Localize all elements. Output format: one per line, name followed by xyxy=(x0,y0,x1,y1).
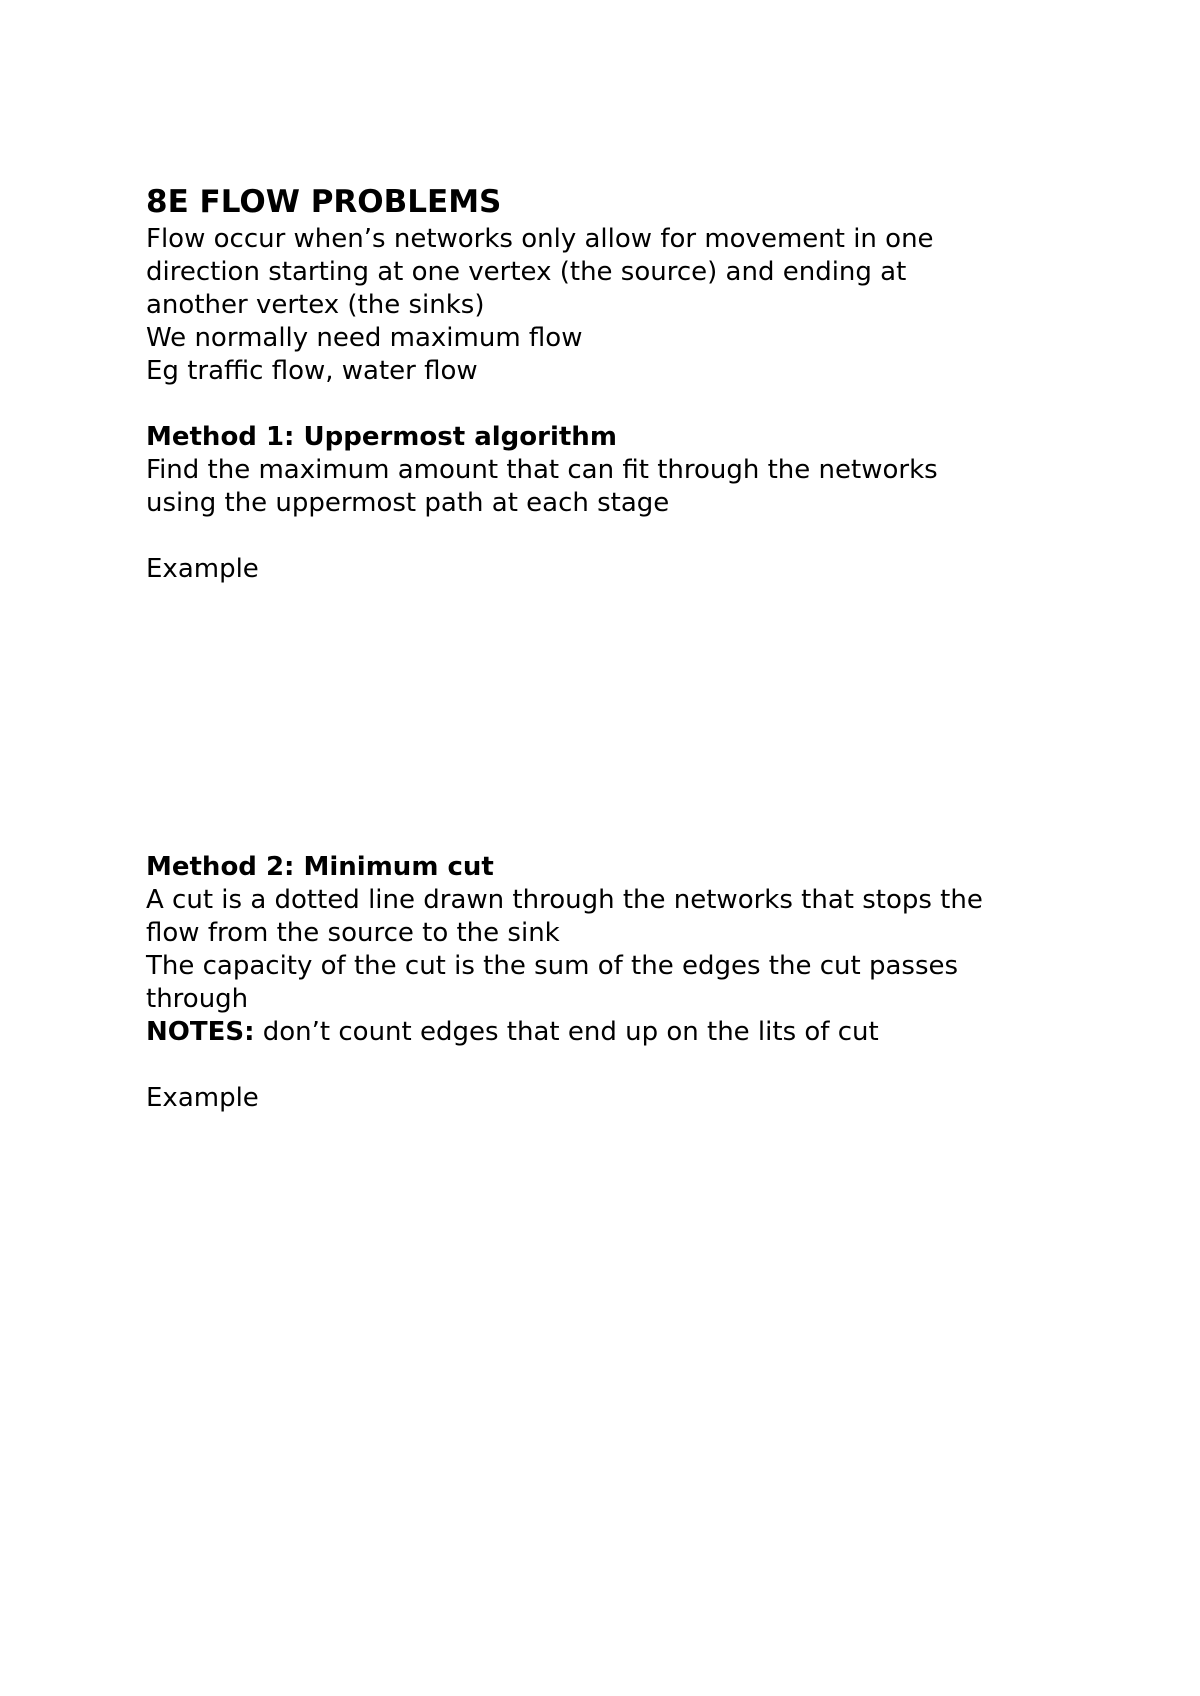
document-body xyxy=(146,183,1086,1115)
note-label: NOTES: xyxy=(146,1017,255,1047)
method-2-note xyxy=(146,1016,1086,1049)
spacer xyxy=(146,520,1086,553)
intro-line-1: Flow occur when’s networks only allow for movement in one xyxy=(146,224,934,254)
method-2-line-4: through xyxy=(146,984,249,1014)
example-1-blank-area xyxy=(146,586,1086,851)
method-2-line-1: A cut is a dotted line drawn through the networks that stops the xyxy=(146,885,983,915)
page-title: 8E FLOW PROBLEMS xyxy=(146,184,502,220)
note-text: don’t count edges that end up on the lits of cut xyxy=(254,1017,879,1047)
intro-line-5: Eg traffic flow, water flow xyxy=(146,356,478,386)
intro-line-2: direction starting at one vertex (the source) and ending at xyxy=(146,257,907,287)
method-1-example-label: Example xyxy=(146,554,259,584)
method-2-line-3: The capacity of the cut is the sum of the edges the cut passes xyxy=(146,951,959,981)
method-2-example-label: Example xyxy=(146,1083,259,1113)
method-2-heading: Method 2: Minimum cut xyxy=(146,852,494,882)
method-1-heading: Method 1: Uppermost algorithm xyxy=(146,422,617,452)
method-1-line-1: Find the maximum amount that can fit through the networks xyxy=(146,455,938,485)
method-2-line-2: flow from the source to the sink xyxy=(146,918,560,948)
intro-line-3: another vertex (the sinks) xyxy=(146,290,485,320)
method-1-line-2: using the uppermost path at each stage xyxy=(146,488,670,518)
spacer xyxy=(146,388,1086,421)
spacer xyxy=(146,1049,1086,1082)
intro-line-4: We normally need maximum flow xyxy=(146,323,583,353)
